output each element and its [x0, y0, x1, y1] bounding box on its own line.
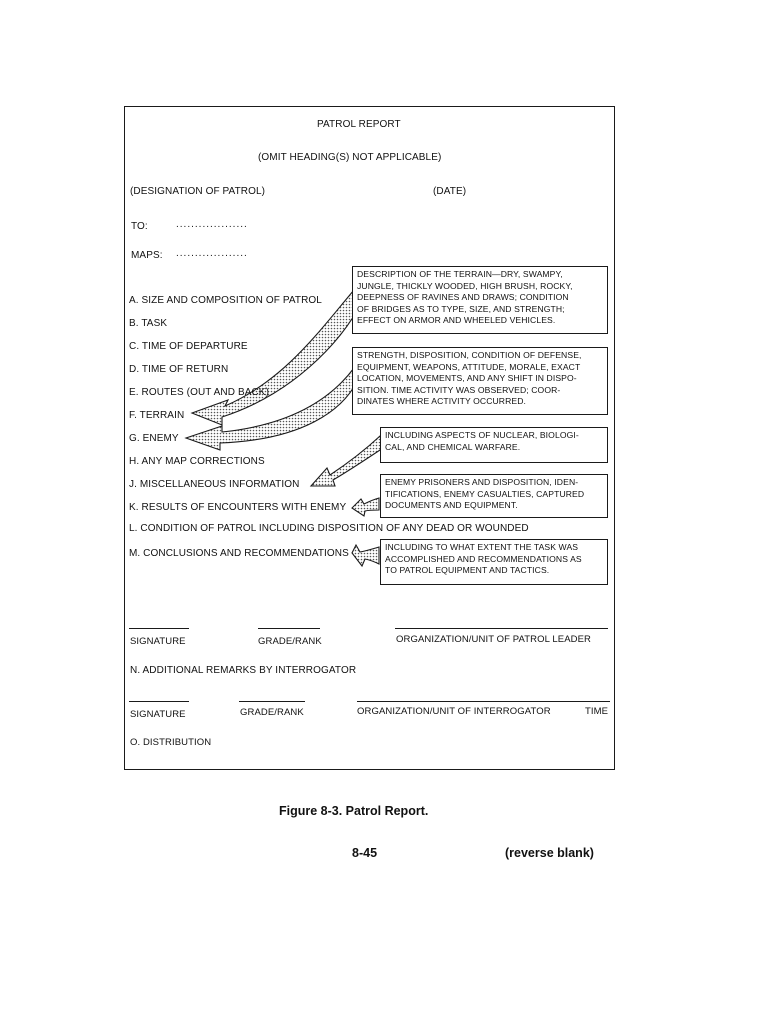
note-results: ENEMY PRISONERS AND DISPOSITION, IDEN- TIFICATIONS, ENEMY CASUALTIES, CAPTURED DOCUMENTS AND EQUIPMENT.: [380, 474, 608, 518]
signature-line-1: [129, 628, 189, 629]
reverse-blank-note: (reverse blank): [505, 846, 594, 860]
designation-field: (DESIGNATION OF PATROL): [130, 186, 266, 197]
date-field: (DATE): [433, 186, 467, 197]
item-o: O. DISTRIBUTION: [130, 737, 212, 748]
item-h: H. ANY MAP CORRECTIONS: [129, 456, 265, 467]
item-b: B. TASK: [129, 318, 168, 329]
grade-label-1: GRADE/RANK: [258, 636, 322, 647]
org-label-1: ORGANIZATION/UNIT OF PATROL LEADER: [396, 634, 592, 645]
signature-label-1: SIGNATURE: [130, 636, 186, 647]
item-g: G. ENEMY: [129, 433, 179, 444]
item-m: M. CONCLUSIONS AND RECOMMENDATIONS: [129, 548, 349, 559]
time-label: TIME: [585, 706, 609, 717]
org-line-1: [395, 628, 608, 629]
form-subtitle: (OMIT HEADING(S) NOT APPLICABLE): [258, 152, 442, 163]
item-a: A. SIZE AND COMPOSITION OF PATROL: [129, 295, 322, 306]
item-l: L. CONDITION OF PATROL INCLUDING DISPOSITION OF ANY DEAD OR WOUNDED: [129, 523, 529, 534]
page-number: 8-45: [352, 846, 378, 860]
item-j: J. MISCELLANEOUS INFORMATION: [129, 479, 300, 490]
note-enemy: STRENGTH, DISPOSITION, CONDITION OF DEFENSE, EQUIPMENT, WEAPONS, ATTITUDE, MORALE, EXACT LOCATION, MOVEMENTS, AND ANY SHIFT IN DISPO- SITION. TIME ACTIVITY WAS OBSERVED; COOR- DINATES WHERE ACTIVITY OCCURRED.: [352, 347, 608, 415]
grade-label-2: GRADE/RANK: [240, 707, 304, 718]
grade-line-2: [239, 701, 305, 702]
signature-line-2: [129, 701, 189, 702]
org-label-2: ORGANIZATION/UNIT OF INTERROGATOR: [357, 706, 551, 717]
item-f: F. TERRAIN: [129, 410, 185, 421]
org-line-2: [357, 701, 610, 702]
grade-line-1: [258, 628, 320, 629]
item-e: E. ROUTES (OUT AND BACK): [129, 387, 270, 398]
item-k: K. RESULTS OF ENCOUNTERS WITH ENEMY: [129, 502, 347, 513]
to-dots: ...................: [176, 219, 248, 230]
item-n: N. ADDITIONAL REMARKS BY INTERROGATOR: [130, 665, 357, 676]
item-c: C. TIME OF DEPARTURE: [129, 341, 248, 352]
note-terrain: DESCRIPTION OF THE TERRAIN—DRY, SWAMPY, JUNGLE, THICKLY WOODED, HIGH BRUSH, ROCKY, DEEPNESS OF RAVINES AND DRAWS; CONDITION OF BRIDGES AS TO TYPE, SIZE, AND STRENGTH; EFFECT ON ARMOR AND WHEELED VEHICLES.: [352, 266, 608, 334]
maps-dots: ...................: [176, 248, 248, 259]
item-d: D. TIME OF RETURN: [129, 364, 229, 375]
form-title: PATROL REPORT: [317, 119, 401, 130]
note-misc: INCLUDING ASPECTS OF NUCLEAR, BIOLOGI- CAL, AND CHEMICAL WARFARE.: [380, 427, 608, 463]
note-conclusions: INCLUDING TO WHAT EXTENT THE TASK WAS ACCOMPLISHED AND RECOMMENDATIONS AS TO PATROL EQUIPMENT AND TACTICS.: [380, 539, 608, 585]
signature-label-2: SIGNATURE: [130, 709, 186, 720]
maps-label: MAPS:: [131, 250, 163, 261]
figure-caption: Figure 8-3. Patrol Report.: [279, 804, 429, 818]
to-label: TO:: [131, 221, 148, 232]
